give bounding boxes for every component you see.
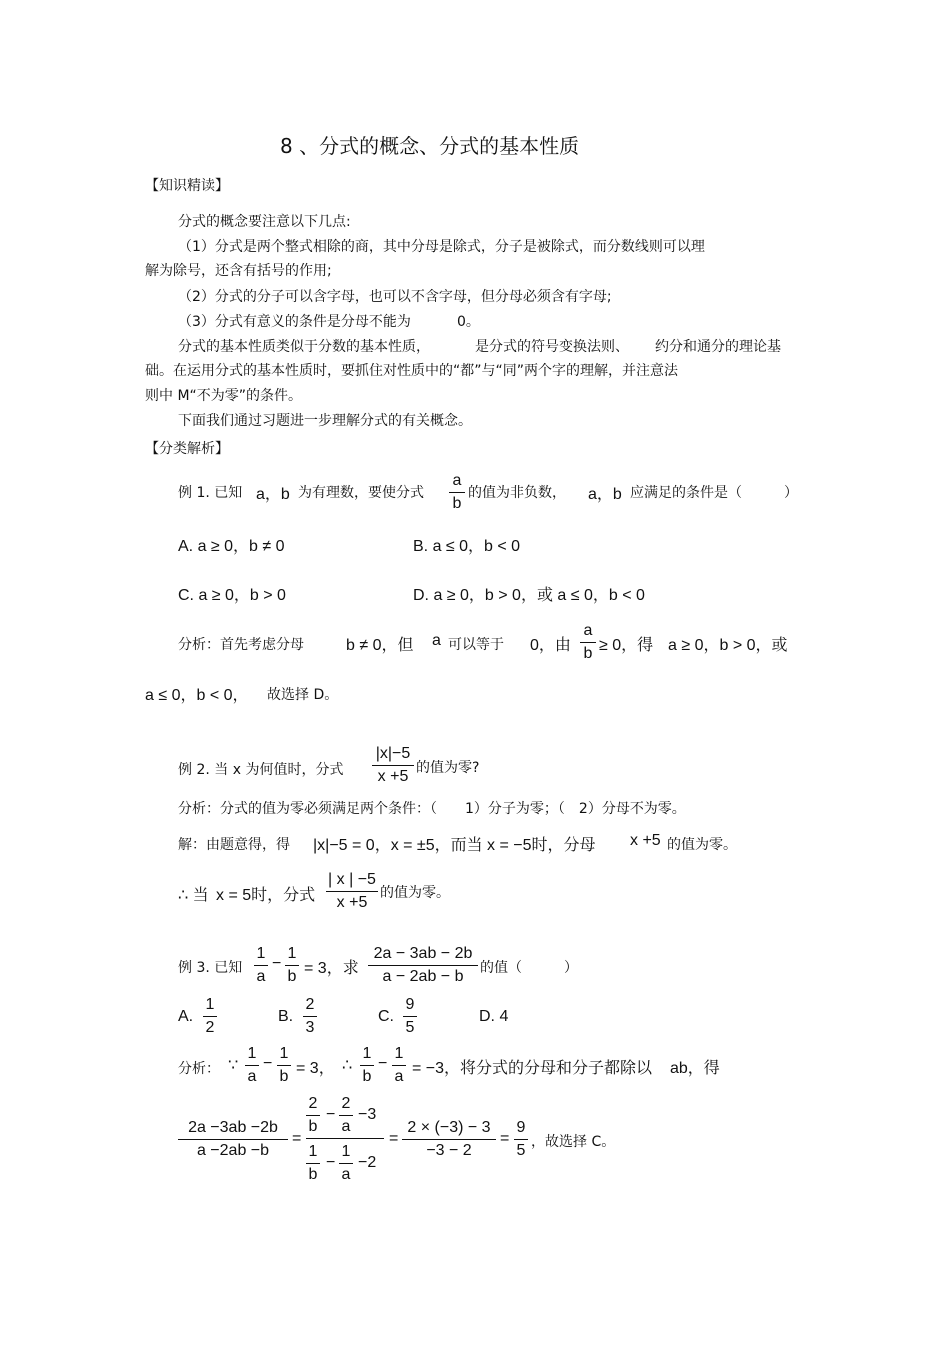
math: − (272, 955, 282, 972)
solution-text: 的值为零。 (667, 837, 737, 853)
math: − (263, 1055, 273, 1072)
paragraph: （2）分式的分子可以含字母，也可以不含字母，但分母必须含有字母; (178, 289, 612, 305)
option-b: B. (278, 1008, 294, 1025)
paragraph: 下面我们通过习题进一步理解分式的有关概念。 (178, 413, 472, 429)
math: ab，得 (670, 1060, 720, 1077)
solution-text: 的值为零。 (380, 885, 450, 901)
example-2-text: 的值为零? (416, 760, 480, 776)
paragraph: 解为除号，还含有括号的作用; (145, 263, 332, 279)
paragraph: （3）分式有意义的条件是分母不能为 (178, 314, 411, 330)
fraction: 1 a (392, 1044, 406, 1087)
option-c: C. (378, 1008, 394, 1025)
fraction: 2 a (339, 1094, 353, 1137)
paragraph: 约分和通分的理论基 (655, 339, 781, 355)
math: − (378, 1055, 388, 1072)
complex-fraction (306, 1094, 384, 1188)
math: − (326, 1106, 336, 1123)
math: x +5 (630, 832, 661, 849)
math: a，b (256, 486, 290, 503)
fraction: a b (449, 471, 465, 514)
option-a: A. a ≥ 0，b ≠ 0 (178, 538, 285, 555)
fraction: 1 a (245, 1044, 259, 1087)
math: = (389, 1130, 399, 1147)
math: ≥ 0，得 (599, 637, 654, 654)
paragraph: 0。 (457, 314, 480, 330)
page-title: 8 、分式的概念、分式的基本性质 (280, 134, 580, 158)
math: b ≠ 0，但 (346, 637, 414, 654)
paragraph: 分式的基本性质类似于分数的基本性质， (178, 339, 430, 355)
paragraph: 础。在运用分式的基本性质时，要抓住对性质中的“都”与“同”两个字的理解，并注意法 (145, 363, 679, 379)
option-d: D. 4 (479, 1008, 509, 1025)
math: = (500, 1130, 510, 1147)
therefore-symbol: ∴ (342, 1057, 353, 1074)
section-heading: 【分类解析】 (145, 441, 229, 457)
math: −2 (358, 1154, 377, 1171)
example-3-text: 例 3. 已知 (178, 960, 243, 976)
option-c: C. a ≥ 0，b > 0 (178, 587, 286, 604)
analysis-text: 可以等于 (448, 637, 504, 653)
math: = 3，求 (304, 960, 359, 977)
math: 0，由 (530, 637, 571, 654)
fraction: 1 b (285, 944, 299, 987)
paragraph: 是分式的符号变换法则、 (475, 339, 629, 355)
paragraph: 则中 M“不为零”的条件。 (145, 388, 303, 404)
because-symbol: ∵ (228, 1057, 239, 1074)
math: = 3， (296, 1060, 335, 1077)
fraction: 1 b (360, 1044, 374, 1087)
fraction: 1 b (277, 1044, 291, 1087)
fraction: 1 a (339, 1142, 353, 1185)
fraction: 2a −3ab −2b a −2ab −b (178, 1118, 288, 1161)
option-b: B. a ≤ 0，b < 0 (413, 538, 521, 555)
fraction: 2 b (306, 1094, 320, 1137)
analysis-text: ，故选择 C。 (531, 1134, 616, 1150)
math: = −3，将分式的分母和分子都除以 (412, 1060, 653, 1077)
analysis-text: 分析：首先考虑分母 (178, 637, 304, 653)
paragraph: （1）分式是两个整式相除的商，其中分母是除式，分子是被除式，而分数线则可以理 (178, 239, 705, 255)
math: a，b (588, 486, 622, 503)
math: − (326, 1154, 336, 1171)
fraction: 2a − 3ab − 2b a − 2ab − b (368, 944, 478, 987)
example-1-text: 应满足的条件是（ ） (630, 485, 798, 501)
section-heading: 【知识精读】 (145, 178, 229, 194)
fraction: a b (580, 621, 596, 664)
fraction: | x | −5 x +5 (326, 870, 378, 913)
math: a ≥ 0，b > 0，或 (668, 637, 788, 654)
example-1-text: 的值为非负数， (468, 485, 566, 501)
math: x = 5时，分式 (216, 887, 316, 904)
math: = (292, 1130, 302, 1147)
example-2-text: 例 2. 当 x 为何值时，分式 (178, 762, 344, 778)
fraction: 1 2 (203, 995, 217, 1038)
example-3-text: 的值（ ） (480, 960, 578, 976)
fraction: 1 b (306, 1142, 320, 1185)
analysis-text: 故选择 D。 (267, 687, 339, 703)
fraction: 2 3 (303, 995, 317, 1038)
fraction: |x|−5 x +5 (372, 744, 414, 787)
solution-text: 解：由题意得，得 (178, 837, 290, 853)
example-1-text: 例 1. 已知 (178, 485, 243, 501)
example-1-text: 为有理数，要使分式 (298, 485, 424, 501)
fraction: 9 5 (403, 995, 417, 1038)
option-a: A. (178, 1008, 194, 1025)
analysis-text: 分析：分式的值为零必须满足两个条件：（ 1）分子为零；（ 2）分母不为零。 (178, 801, 686, 817)
paragraph: 分式的概念要注意以下几点: (178, 214, 351, 230)
option-d: D. a ≥ 0，b > 0，或 a ≤ 0，b < 0 (413, 587, 645, 604)
math: a (432, 632, 441, 649)
math: |x|−5 = 0，x = ±5，而当 x = −5时，分母 (313, 837, 596, 854)
analysis-text: 分析： (178, 1061, 220, 1077)
fraction: 9 5 (514, 1118, 528, 1161)
math: a ≤ 0，b < 0， (145, 687, 249, 704)
fraction: 2 × (−3) − 3 −3 − 2 (402, 1118, 496, 1161)
fraction: 1 a (254, 944, 268, 987)
math: −3 (358, 1106, 377, 1123)
math: ∴ 当 (178, 887, 209, 904)
